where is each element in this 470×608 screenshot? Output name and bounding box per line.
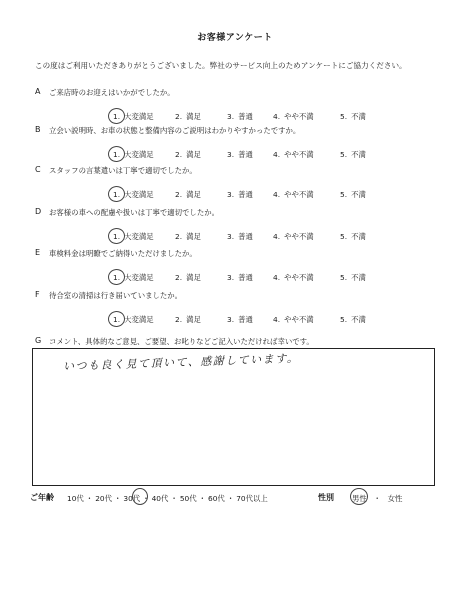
rating-option-label: 満足 xyxy=(186,150,201,159)
rating-option-label: やや不満 xyxy=(284,190,314,199)
rating-options xyxy=(35,231,455,245)
rating-option-label: 大変満足 xyxy=(124,315,154,324)
rating-option-number: 2. xyxy=(175,232,183,241)
rating-option-number: 3. xyxy=(227,315,235,324)
selected-rating-circle xyxy=(107,268,126,286)
question-f xyxy=(35,290,455,335)
rating-option-number: 4. xyxy=(273,273,281,282)
comment-letter: G xyxy=(35,336,42,345)
question-d xyxy=(35,207,455,252)
question-text: ご来店時のお迎えはいかがでしたか。 xyxy=(49,88,175,97)
rating-option-label: やや不満 xyxy=(284,232,314,241)
rating-option-2[interactable] xyxy=(175,272,201,283)
separator: ・ xyxy=(226,494,235,503)
rating-option-4[interactable] xyxy=(273,189,314,200)
rating-option-number: 3. xyxy=(227,190,235,199)
rating-option-number: 1. xyxy=(113,315,121,324)
rating-option-number: 4. xyxy=(273,150,281,159)
rating-option-label: 普通 xyxy=(238,315,253,324)
rating-option-3[interactable] xyxy=(227,111,253,122)
rating-options xyxy=(35,111,455,125)
rating-option-2[interactable] xyxy=(175,314,201,325)
rating-option-5[interactable] xyxy=(340,272,366,283)
rating-option-label: やや不満 xyxy=(284,315,314,324)
rating-option-label: 普通 xyxy=(238,190,253,199)
selected-rating-circle xyxy=(107,145,126,163)
question-letter: F xyxy=(35,290,40,299)
rating-options xyxy=(35,272,455,286)
question-letter: E xyxy=(35,248,41,257)
rating-option-label: 大変満足 xyxy=(124,150,154,159)
rating-option-label: 満足 xyxy=(186,190,201,199)
rating-option-label: 不満 xyxy=(351,190,366,199)
separator: ・ xyxy=(114,494,122,503)
rating-option-label: 大変満足 xyxy=(124,112,154,121)
age-option[interactable]: 40代 xyxy=(151,494,169,503)
rating-option-label: 満足 xyxy=(186,273,201,282)
separator: ・ xyxy=(368,494,386,503)
gender-option[interactable]: 男性 xyxy=(352,494,367,503)
question-letter: A xyxy=(35,87,41,96)
rating-option-label: 満足 xyxy=(186,315,201,324)
rating-option-3[interactable] xyxy=(227,149,253,160)
rating-option-number: 3. xyxy=(227,232,235,241)
survey-title: お客様アンケート xyxy=(197,33,273,43)
rating-option-label: 不満 xyxy=(351,232,366,241)
rating-option-number: 2. xyxy=(175,150,183,159)
rating-option-2[interactable] xyxy=(175,231,201,242)
rating-option-number: 4. xyxy=(273,232,281,241)
rating-option-3[interactable] xyxy=(227,189,253,200)
rating-option-number: 3. xyxy=(227,273,235,282)
age-selection-circle xyxy=(132,488,148,505)
rating-option-label: 大変満足 xyxy=(124,232,154,241)
question-text: スタッフの言葉遣いは丁寧で適切でしたか。 xyxy=(49,166,197,175)
rating-option-number: 1. xyxy=(113,112,121,121)
rating-option-number: 2. xyxy=(175,190,183,199)
selected-rating-circle xyxy=(107,310,126,328)
age-option[interactable]: 60代 xyxy=(208,494,225,503)
rating-option-number: 2. xyxy=(175,273,183,282)
question-letter: B xyxy=(35,125,41,134)
rating-option-number: 4. xyxy=(273,190,281,199)
selected-rating-circle xyxy=(107,185,126,203)
question-text: お客様の車への配慮や扱いは丁寧で適切でしたか。 xyxy=(49,208,219,217)
separator: ・ xyxy=(170,494,178,503)
rating-option-label: 不満 xyxy=(351,315,366,324)
rating-option-label: 不満 xyxy=(351,112,366,121)
rating-option-4[interactable] xyxy=(273,149,314,160)
rating-options xyxy=(35,189,455,203)
rating-option-4[interactable] xyxy=(273,231,314,242)
age-option[interactable]: 50代 xyxy=(179,494,197,503)
gender-selection-circle xyxy=(350,488,368,505)
rating-option-label: やや不満 xyxy=(284,112,314,121)
rating-option-5[interactable] xyxy=(340,149,366,160)
age-option[interactable]: 10代 xyxy=(67,494,84,503)
rating-option-4[interactable] xyxy=(273,314,314,325)
rating-option-label: やや不満 xyxy=(284,150,314,159)
separator: ・ xyxy=(85,494,94,503)
question-text: 待合室の清掃は行き届いていましたか。 xyxy=(49,291,183,300)
rating-option-label: 不満 xyxy=(351,150,366,159)
rating-option-number: 1. xyxy=(113,190,121,199)
age-option[interactable]: 30代 xyxy=(123,494,141,503)
rating-option-number: 5. xyxy=(340,190,348,199)
question-letter: C xyxy=(35,165,41,174)
rating-option-4[interactable] xyxy=(273,272,314,283)
rating-option-5[interactable] xyxy=(340,314,366,325)
separator: ・ xyxy=(142,494,150,503)
question-b xyxy=(35,125,455,170)
handwritten-comment: いつも良く見て頂いて、感謝しています。 xyxy=(62,351,300,373)
selected-rating-circle xyxy=(107,227,126,245)
rating-option-number: 4. xyxy=(273,112,281,121)
age-option[interactable]: 20代 xyxy=(95,494,112,503)
rating-option-label: 普通 xyxy=(238,232,253,241)
rating-option-3[interactable] xyxy=(227,272,253,283)
rating-option-number: 1. xyxy=(113,273,121,282)
rating-options xyxy=(35,314,455,328)
rating-option-number: 5. xyxy=(340,273,348,282)
comment-prompt: コメント、具体的なご意見、ご要望、お叱りなどご記入いただければ幸いです。 xyxy=(49,337,314,346)
rating-options xyxy=(35,149,455,163)
rating-option-5[interactable] xyxy=(340,111,366,122)
rating-option-number: 1. xyxy=(113,232,121,241)
rating-option-number: 2. xyxy=(175,315,183,324)
rating-option-2[interactable] xyxy=(175,189,201,200)
gender-label: 性別 xyxy=(318,493,334,502)
rating-option-number: 1. xyxy=(113,150,121,159)
age-options xyxy=(67,493,268,504)
selected-rating-circle xyxy=(107,107,126,125)
question-e xyxy=(35,248,455,293)
rating-option-label: 普通 xyxy=(238,273,253,282)
rating-option-4[interactable] xyxy=(273,111,314,122)
rating-option-label: 大変満足 xyxy=(124,190,154,199)
age-label: ご年齢 xyxy=(30,493,54,502)
rating-option-3[interactable] xyxy=(227,231,253,242)
question-c xyxy=(35,165,455,210)
rating-option-label: 大変満足 xyxy=(124,273,154,282)
rating-option-number: 2. xyxy=(175,112,183,121)
rating-option-label: 不満 xyxy=(351,273,366,282)
rating-option-5[interactable] xyxy=(340,189,366,200)
rating-option-number: 3. xyxy=(227,112,235,121)
rating-option-number: 5. xyxy=(340,315,348,324)
rating-option-2[interactable] xyxy=(175,149,201,160)
age-option[interactable]: 70代以上 xyxy=(236,494,268,503)
rating-option-5[interactable] xyxy=(340,231,366,242)
rating-option-number: 5. xyxy=(340,112,348,121)
question-text: 立会い説明時、お車の状態と整備内容のご説明はわかりやすかったですか。 xyxy=(49,126,301,135)
question-letter: D xyxy=(35,207,42,216)
rating-option-3[interactable] xyxy=(227,314,253,325)
rating-option-label: やや不満 xyxy=(284,273,314,282)
rating-option-label: 満足 xyxy=(186,112,201,121)
comment-box[interactable] xyxy=(32,348,435,486)
rating-option-number: 5. xyxy=(340,150,348,159)
gender-option[interactable]: 女性 xyxy=(387,494,403,503)
question-text: 車検料金は明瞭でご納得いただけましたか。 xyxy=(49,249,197,258)
rating-option-label: 普通 xyxy=(238,112,253,121)
rating-option-label: 普通 xyxy=(238,150,253,159)
rating-option-label: 満足 xyxy=(186,232,201,241)
rating-option-number: 5. xyxy=(340,232,348,241)
rating-option-2[interactable] xyxy=(175,111,201,122)
rating-option-number: 4. xyxy=(273,315,281,324)
survey-intro: この度はご利用いただきありがとうございました。弊社のサービス向上のためアンケートにご協力ください。 xyxy=(35,61,407,70)
rating-option-number: 3. xyxy=(227,150,235,159)
separator: ・ xyxy=(198,494,207,503)
